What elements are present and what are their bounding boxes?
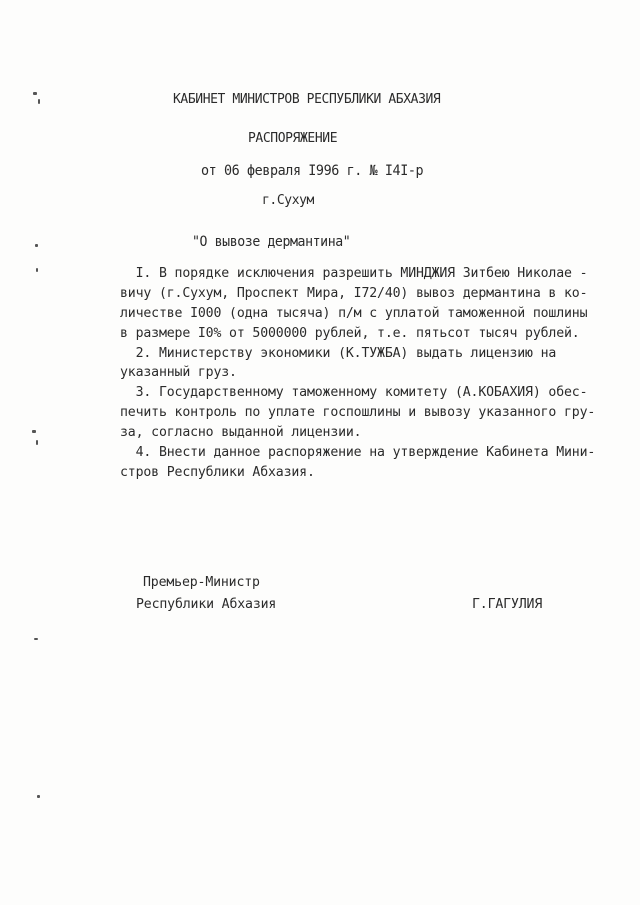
punch-mark-5 xyxy=(32,430,36,433)
body-line: печить контроль по уплате госпошлины и вывозу указанного гру- xyxy=(120,405,596,420)
body-line: указанный груз. xyxy=(120,365,237,380)
signature-title-line2: Республики Абхазия xyxy=(136,597,277,612)
place: г.Сухум xyxy=(262,192,314,209)
order-body xyxy=(120,266,610,496)
body-line: 2. Министерству экономики (К.ТУЖБА) выдать лицензию на xyxy=(120,346,557,361)
punch-mark-1 xyxy=(33,92,37,95)
signature-name: Г.ГАГУЛИЯ xyxy=(472,597,543,612)
body-line: 3. Государственному таможенному комитету (А.КОБАХИЯ) обес- xyxy=(120,385,588,400)
body-line: 4. Внести данное распоряжение на утверждение Кабинета Мини- xyxy=(120,445,596,460)
body-line: стров Республики Абхазия. xyxy=(120,465,315,480)
body-line: I. В порядке исключения разрешить МИНДЖИЯ Зитбею Николае - xyxy=(120,266,588,281)
signature-title-line1: Премьер-Министр xyxy=(143,575,260,590)
punch-mark-7 xyxy=(34,638,38,640)
org-title: КАБИНЕТ МИНИСТРОВ РЕСПУБЛИКИ АБХАЗИЯ xyxy=(173,91,441,108)
subject-line: "О вывозе дермантина" xyxy=(192,234,351,251)
document-type: РАСПОРЯЖЕНИЕ xyxy=(248,130,338,147)
body-line: личестве I000 (одна тысяча) п/м с уплатой таможенной пошлины xyxy=(120,306,588,321)
punch-mark-6 xyxy=(36,440,38,445)
punch-mark-8 xyxy=(37,795,40,798)
body-line: за, согласно выданной лицензии. xyxy=(120,425,362,440)
punch-mark-3 xyxy=(35,244,38,247)
date-and-number: от 06 февраля I996 г. № I4I-р xyxy=(201,163,424,180)
body-line: в размере I0% от 5000000 рублей, т.е. пятьсот тысяч рублей. xyxy=(120,326,580,341)
punch-mark-4 xyxy=(36,268,38,272)
body-line: вичу (г.Сухум, Проспект Мира, I72/40) вывоз дермантина в ко- xyxy=(120,286,588,301)
punch-mark-2 xyxy=(38,99,40,104)
